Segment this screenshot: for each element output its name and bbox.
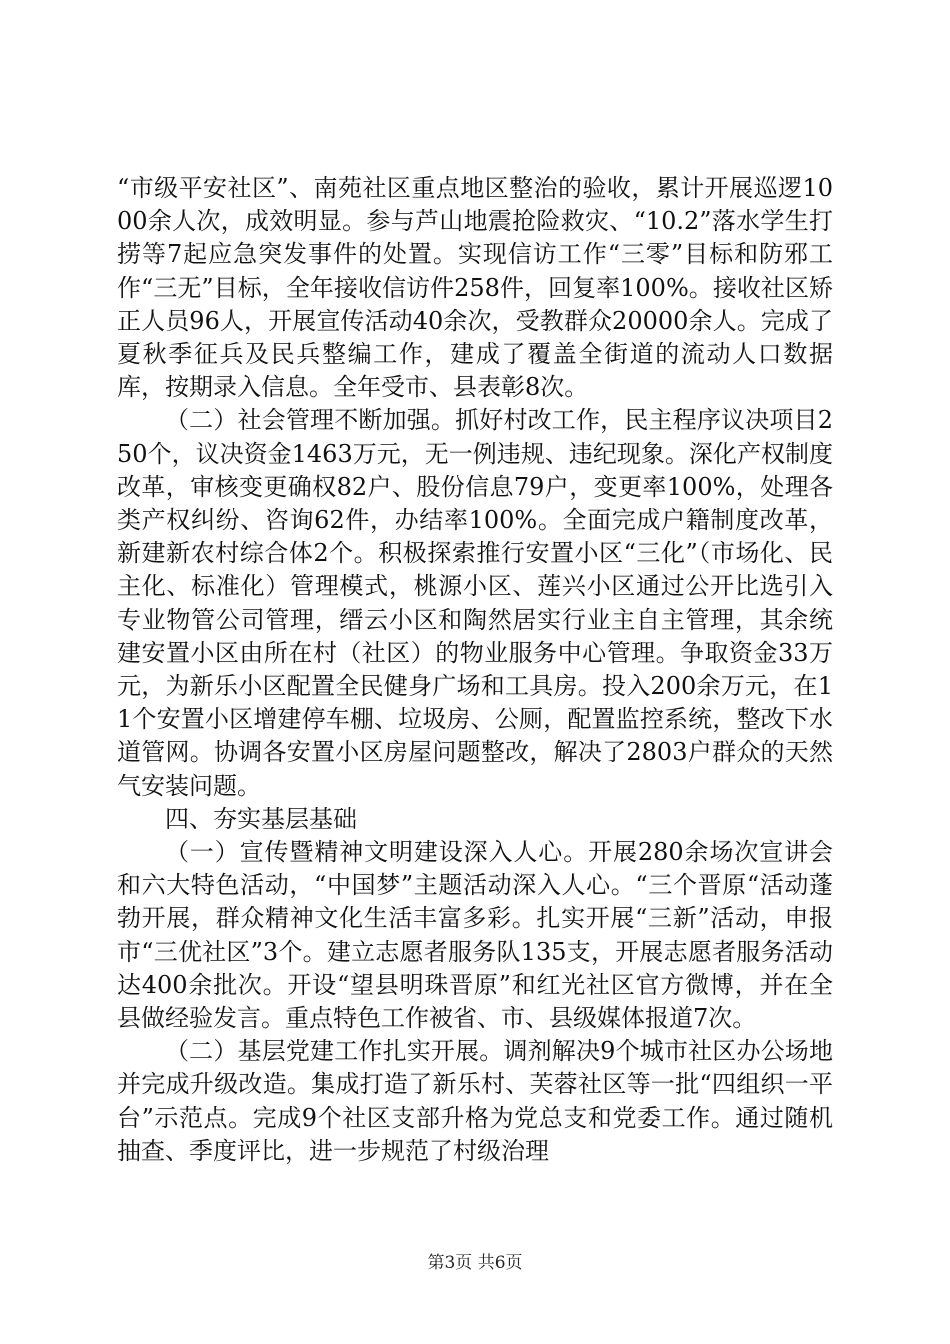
- paragraph-publicity-civilization: （一）宣传暨精神文明建设深入人心。开展280余场次宣讲会和六大特色活动，“中国梦”主题活动深入人心。“三个晋原“活动蓬勃开展，群众精神文化生活丰富多彩。扎实开展“三新”活动，申报市“三优社区”3个。建立志愿者服务队135支，开展志愿者服务活动达400余批次。开设“望县明珠晋原”和红光社区官方微博，并在全县做经验发言。重点特色工作被省、市、县级媒体报道7次。: [117, 838, 833, 1033]
- paragraph-social-management: （二）社会管理不断加强。抓好村改工作，民主程序议决项目250个，议决资金1463万元，无一例违规、违纪现象。深化产权制度改革，审核变更确权82户、股份信息79户，变更率100%，处理各类产权纠纷、咨询62件，办结率100%。全面完成户籍制度改革，新建新农村综合体2个。积极探索推行安置小区“三化”（市场化、民主化、标准化）管理模式，桃源小区、莲兴小区通过公开比选引入专业物管公司管理，缙云小区和陶然居实行业主自主管理，其余统建安置小区由所在村（社区）的物业服务中心管理。争取资金33万元，为新乐小区配置全民健身广场和工具房。投入200余万元，在11个安置小区增建停车棚、垃圾房、公厕，配置监控系统，整改下水道管网。协调各安置小区房屋问题整改，解决了2803户群众的天然气安装问题。: [117, 406, 833, 800]
- document-body: [117, 172, 833, 1168]
- page-footer: 第3页 共6页: [427, 1253, 523, 1273]
- section-heading-grassroots: 四、夯实基层基础: [165, 804, 357, 833]
- paragraph-security-summary: “市级平安社区”、南苑社区重点地区整治的验收，累计开展巡逻1000余人次，成效明显。参与芦山地震抢险救灾、“10.2”落水学生打捞等7起应急突发事件的处置。实现信访工作“三零”目标和防邪工作“三无”目标，全年接收信访件258件，回复率100%。接收社区矫正人员96人，开展宣传活动40余次，受教群众20000余人。完成了夏秋季征兵及民兵整编工作，建成了覆盖全街道的流动人口数据库，按期录入信息。全年受市、县表彰8次。: [117, 174, 833, 402]
- paragraph-party-building: （二）基层党建工作扎实开展。调剂解决9个城市社区办公场地并完成升级改造。集成打造了新乐村、芙蓉社区等一批“四组织一平台”示范点。完成9个社区支部升格为党总支和党委工作。通过随机抽查、季度评比，进一步规范了村级治理: [117, 1037, 833, 1165]
